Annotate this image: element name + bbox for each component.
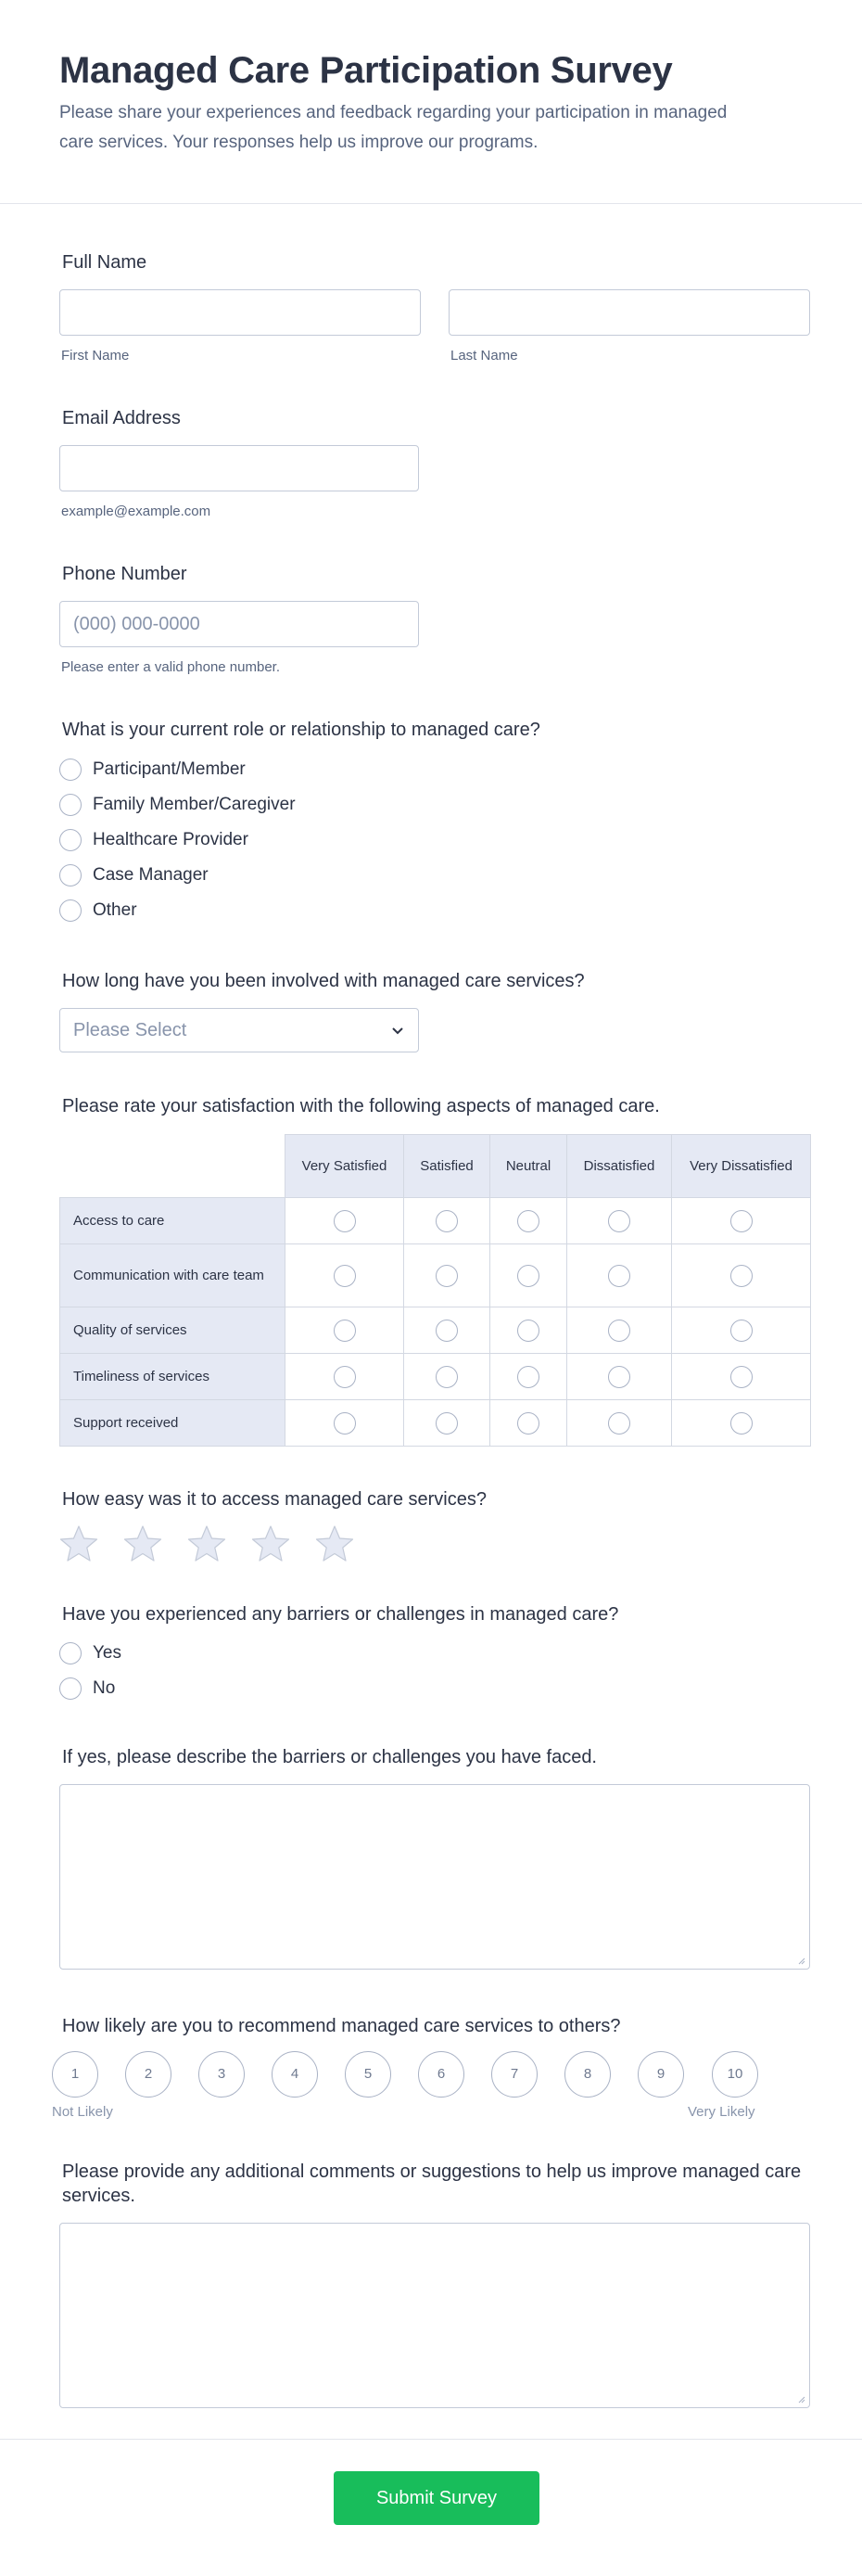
matrix-radio[interactable]	[517, 1210, 539, 1232]
ease-label: How easy was it to access managed care services?	[62, 1489, 487, 1510]
matrix-radio[interactable]	[334, 1265, 356, 1287]
role-option-label: Participant/Member	[93, 759, 246, 779]
comments-question	[59, 2160, 810, 2208]
role-option[interactable]	[59, 827, 248, 853]
matrix-radio[interactable]	[608, 1366, 630, 1388]
radio-button[interactable]	[59, 794, 82, 816]
matrix-radio[interactable]	[436, 1320, 458, 1342]
star-icon[interactable]	[123, 1524, 162, 1563]
matrix-radio[interactable]	[436, 1366, 458, 1388]
scale-option[interactable]: 9	[638, 2051, 684, 2098]
matrix-column-header: Neutral	[490, 1135, 567, 1198]
matrix-row	[60, 1400, 811, 1447]
full-name-label: Full Name	[62, 252, 147, 273]
star-icon[interactable]	[251, 1524, 290, 1563]
resize-grip-icon[interactable]	[796, 1956, 805, 1965]
email-input[interactable]	[59, 445, 419, 491]
matrix-row	[60, 1307, 811, 1354]
phone-label: Phone Number	[62, 564, 187, 584]
role-option-label: Healthcare Provider	[93, 830, 248, 849]
phone-input[interactable]: (000) 000-0000	[59, 601, 419, 647]
matrix-radio[interactable]	[517, 1320, 539, 1342]
recommend-question	[59, 2014, 810, 2038]
form-header	[0, 0, 862, 204]
star-icon[interactable]	[315, 1524, 354, 1563]
comments-textarea[interactable]	[59, 2223, 810, 2408]
scale-option[interactable]: 8	[564, 2051, 611, 2098]
matrix-radio[interactable]	[730, 1412, 753, 1435]
barriers-desc-label: If yes, please describe the barriers or challenges you have faced.	[62, 1747, 597, 1767]
full-name-question	[59, 250, 810, 274]
matrix-radio[interactable]	[517, 1412, 539, 1435]
barriers-desc-question	[59, 1745, 810, 1769]
scale-option[interactable]: 6	[418, 2051, 464, 2098]
matrix-column-header: Satisfied	[404, 1135, 490, 1198]
role-option-label: Case Manager	[93, 865, 209, 885]
matrix-radio[interactable]	[730, 1210, 753, 1232]
chevron-down-icon	[390, 1023, 405, 1038]
satisfaction-label: Please rate your satisfaction with the following aspects of managed care.	[62, 1096, 660, 1116]
barriers-option-label: Yes	[93, 1643, 121, 1663]
matrix-radio[interactable]	[517, 1366, 539, 1388]
phone-sublabel: Please enter a valid phone number.	[61, 659, 280, 675]
role-option[interactable]	[59, 757, 246, 783]
matrix-radio[interactable]	[334, 1210, 356, 1232]
scale-option[interactable]: 7	[491, 2051, 538, 2098]
scale-option[interactable]: 3	[198, 2051, 245, 2098]
email-question	[59, 406, 810, 430]
matrix-radio[interactable]	[517, 1265, 539, 1287]
matrix-radio[interactable]	[334, 1320, 356, 1342]
radio-button[interactable]	[59, 759, 82, 781]
scale-option[interactable]: 2	[125, 2051, 171, 2098]
recommend-scale	[52, 2051, 766, 2098]
barriers-desc-textarea[interactable]	[59, 1784, 810, 1970]
submit-button[interactable]: Submit Survey	[334, 2471, 539, 2525]
satisfaction-question	[59, 1094, 810, 1118]
email-sublabel: example@example.com	[61, 504, 211, 519]
matrix-row	[60, 1354, 811, 1400]
duration-question	[59, 969, 810, 993]
matrix-radio[interactable]	[436, 1265, 458, 1287]
matrix-row	[60, 1198, 811, 1244]
matrix-column-header: Very Satisfied	[285, 1135, 404, 1198]
radio-button[interactable]	[59, 899, 82, 922]
star-icon[interactable]	[59, 1524, 98, 1563]
barriers-question	[59, 1602, 810, 1626]
first-name-sublabel: First Name	[61, 348, 130, 363]
scale-low-label: Not Likely	[52, 2104, 113, 2120]
star-rating	[59, 1524, 379, 1563]
matrix-radio[interactable]	[334, 1412, 356, 1435]
first-name-input[interactable]	[59, 289, 421, 336]
page-description: Please share your experiences and feedback regarding your participation in managed care services. Your responses help us improve our programs.	[59, 103, 728, 152]
matrix-row-header: Communication with care team	[60, 1244, 285, 1307]
role-label: What is your current role or relationship to managed care?	[62, 720, 540, 740]
scale-option[interactable]: 10	[712, 2051, 758, 2098]
duration-label: How long have you been involved with managed care services?	[62, 971, 585, 991]
role-option-label: Other	[93, 900, 137, 920]
matrix-row	[60, 1244, 811, 1307]
matrix-radio[interactable]	[730, 1320, 753, 1342]
matrix-radio[interactable]	[436, 1210, 458, 1232]
matrix-radio[interactable]	[608, 1412, 630, 1435]
role-option[interactable]	[59, 862, 209, 888]
radio-button[interactable]	[59, 829, 82, 851]
matrix-row-header: Access to care	[60, 1198, 285, 1244]
resize-grip-icon[interactable]	[796, 2394, 805, 2404]
scale-high-label: Very Likely	[688, 2104, 755, 2120]
matrix-radio[interactable]	[730, 1366, 753, 1388]
radio-button[interactable]	[59, 1642, 82, 1664]
matrix-radio[interactable]	[608, 1210, 630, 1232]
barriers-option-no[interactable]	[59, 1676, 115, 1702]
role-question	[59, 718, 810, 742]
barriers-option-yes[interactable]	[59, 1640, 121, 1666]
star-icon[interactable]	[187, 1524, 226, 1563]
role-option-label: Family Member/Caregiver	[93, 795, 296, 814]
matrix-radio[interactable]	[436, 1412, 458, 1435]
matrix-radio[interactable]	[608, 1320, 630, 1342]
radio-button[interactable]	[59, 864, 82, 886]
barriers-option-label: No	[93, 1678, 116, 1698]
ease-question	[59, 1487, 810, 1511]
email-label: Email Address	[62, 408, 181, 428]
duration-dropdown[interactable]	[59, 1008, 419, 1052]
matrix-row-header: Timeliness of services	[60, 1354, 285, 1400]
last-name-sublabel: Last Name	[450, 348, 518, 363]
role-option[interactable]	[59, 898, 137, 924]
role-option[interactable]	[59, 792, 296, 818]
matrix-column-header: Very Dissatisfied	[672, 1135, 811, 1198]
matrix-row-header: Quality of services	[60, 1307, 285, 1354]
last-name-input[interactable]	[449, 289, 810, 336]
matrix-corner	[60, 1135, 285, 1198]
phone-question	[59, 562, 810, 586]
page-title: Managed Care Participation Survey	[59, 50, 673, 91]
matrix-column-header: Dissatisfied	[567, 1135, 672, 1198]
comments-label: Please provide any additional comments or suggestions to help us improve managed care services.	[62, 2162, 802, 2206]
scale-option[interactable]: 5	[345, 2051, 391, 2098]
scale-option[interactable]: 1	[52, 2051, 98, 2098]
satisfaction-matrix	[59, 1134, 811, 1447]
matrix-radio[interactable]	[334, 1366, 356, 1388]
matrix-radio[interactable]	[730, 1265, 753, 1287]
recommend-label: How likely are you to recommend managed care services to others?	[62, 2016, 621, 2036]
duration-selected-value: Please Select	[73, 1020, 187, 1040]
scale-option[interactable]: 4	[272, 2051, 318, 2098]
matrix-row-header: Support received	[60, 1400, 285, 1447]
radio-button[interactable]	[59, 1677, 82, 1700]
barriers-label: Have you experienced any barriers or challenges in managed care?	[62, 1604, 619, 1625]
matrix-radio[interactable]	[608, 1265, 630, 1287]
